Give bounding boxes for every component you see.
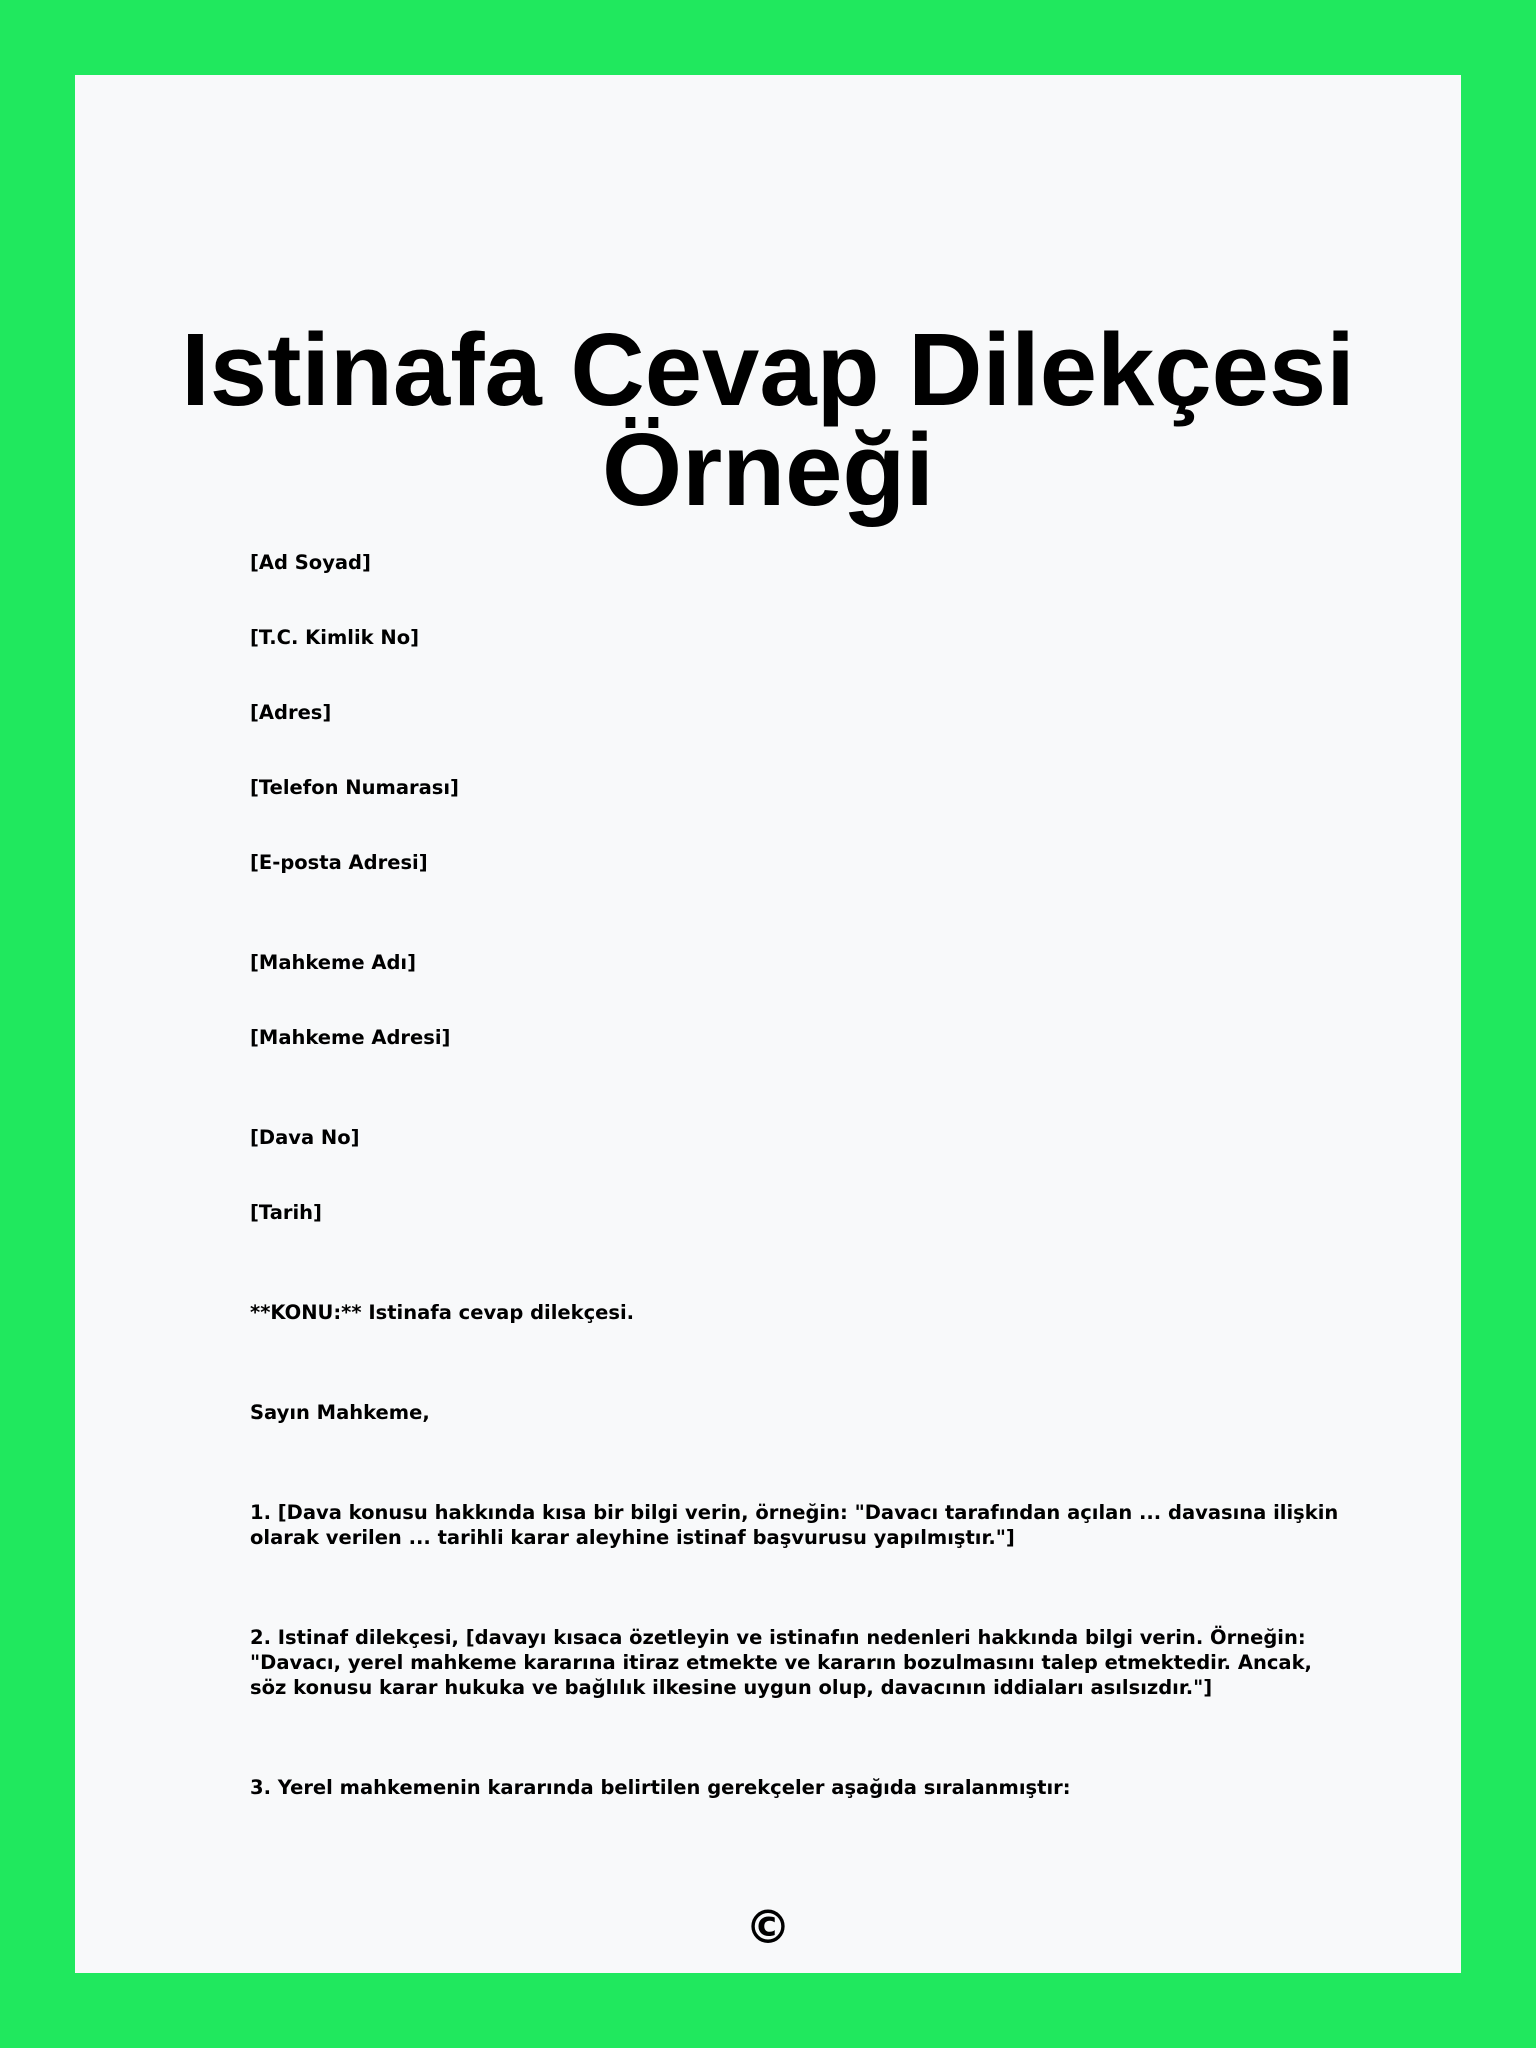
paragraph-2: 2. Istinaf dilekçesi, [davayı kısaca özetleyin ve istinafın nedenleri hakkında bilgi verin. Örneğin: "Davacı, yerel mahkeme kararına itiraz etmekte ve kararın bozulmasını talep etmektedir. Ancak, söz konusu karar hukuka ve bağlılık ilkesine uygun olup, davacının iddiaları asılsızdır."] (250, 1626, 1312, 1699)
case-number: [Dava No] (250, 1126, 360, 1149)
case-date: [Tarih] (250, 1201, 322, 1224)
court-address: [Mahkeme Adresi] (250, 1026, 451, 1049)
sender-phone: [Telefon Numarası] (250, 776, 459, 799)
court-name: [Mahkeme Adı] (250, 951, 417, 974)
paragraph-1: 1. [Dava konusu hakkında kısa bir bilgi verin, örneğin: "Davacı tarafından açılan ... davasına ilişkin olarak verilen ... tarihli karar aleyhine istinaf başvurusu yapılmıştır."] (250, 1501, 1339, 1549)
subject-line: **KONU:** Istinafa cevap dilekçesi. (250, 1301, 635, 1324)
page-title: Istinafa Cevap Dilekçesi Örneği (181, 312, 1355, 527)
paragraph-3: 3. Yerel mahkemenin kararında belirtilen gerekçeler aşağıda sıralanmıştır: (250, 1776, 1071, 1799)
copyright-icon: © (745, 1900, 791, 1954)
sender-email: [E-posta Adresi] (250, 851, 428, 874)
salutation: Sayın Mahkeme, (250, 1401, 430, 1424)
sender-name: [Ad Soyad] (250, 551, 371, 574)
sender-address: [Adres] (250, 701, 332, 724)
sender-id-number: [T.C. Kimlik No] (250, 626, 420, 649)
document-page (75, 75, 1461, 1973)
